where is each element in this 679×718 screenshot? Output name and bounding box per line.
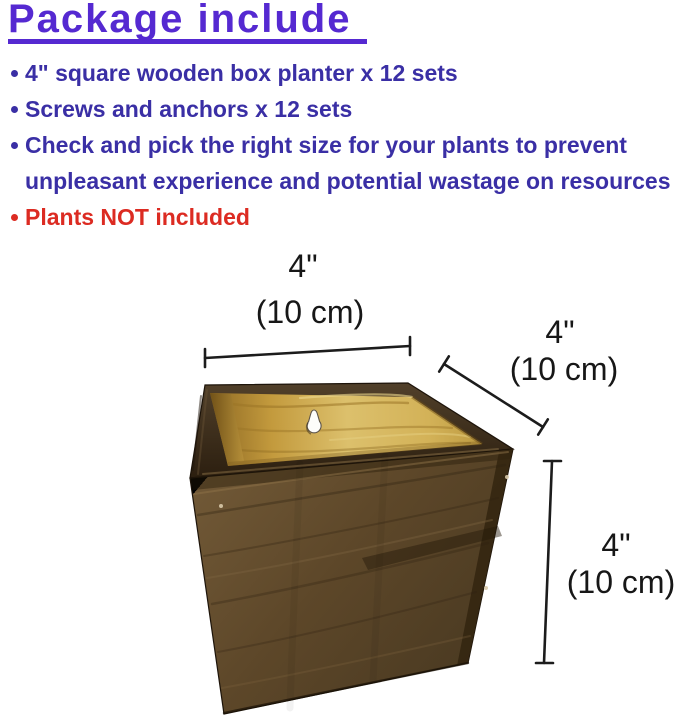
list-item-text: Plants NOT included bbox=[25, 204, 250, 230]
dimension-label-metric: (10 cm) bbox=[255, 294, 365, 330]
wooden-box-planter bbox=[190, 383, 513, 714]
dimension-line bbox=[544, 461, 552, 663]
page-title-text: Package include bbox=[8, 1, 367, 44]
dimension-tick bbox=[538, 419, 548, 434]
dimension-label-inches: 4" bbox=[545, 314, 575, 350]
box-front-face bbox=[190, 449, 513, 714]
dimension-line bbox=[205, 346, 410, 358]
dimension-tick bbox=[439, 356, 449, 371]
dimension-depth bbox=[439, 314, 618, 435]
list-item-text: unpleasant experience and potential wastage on resources bbox=[25, 168, 671, 194]
dimension-label-inches: 4" bbox=[601, 527, 631, 563]
dimension-height bbox=[536, 461, 675, 663]
dimension-label-metric: (10 cm) bbox=[566, 564, 676, 600]
list-item-text: Screws and anchors x 12 sets bbox=[25, 96, 353, 122]
list-item-text: Check and pick the right size for your plants to prevent bbox=[25, 132, 627, 158]
dimension-label-metric: (10 cm) bbox=[509, 351, 619, 387]
dimension-label-inches: 4" bbox=[288, 248, 318, 284]
dimension-width bbox=[205, 248, 410, 367]
list-item-text: 4" square wooden box planter x 12 sets bbox=[25, 60, 458, 86]
